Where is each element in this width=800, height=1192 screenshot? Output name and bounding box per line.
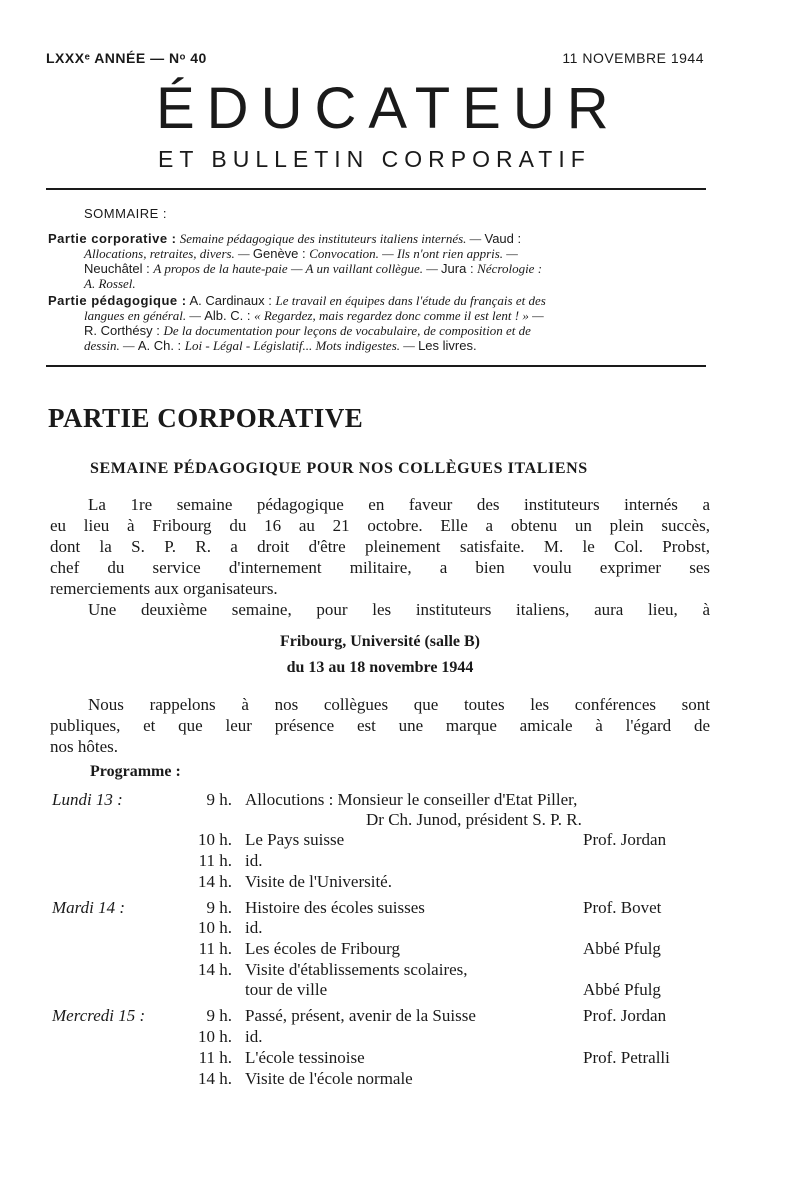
programme-time: 11 h.: [198, 851, 232, 870]
programme-day: Lundi 13 :: [52, 790, 123, 809]
paragraph-line: dont la S. P. R. a droit d'être pleinement satisfaite. M. le Col. Probst,: [50, 537, 710, 556]
sommaire-text: Semaine pédagogique des instituteurs italiens internés. —: [179, 231, 485, 246]
paragraph-3: [50, 694, 710, 757]
programme-activity: tour de ville: [245, 980, 328, 999]
sommaire-text: A propos de la haute-paie — A un vaillant collègue. —: [153, 261, 442, 276]
programme-row: [0, 1069, 800, 1089]
programme-row: [0, 790, 800, 810]
sommaire-text: De la documentation pour leçons de vocabulaire, de composition et de: [163, 323, 531, 338]
programme-row: [0, 918, 800, 938]
programme-day: Mardi 14 :: [52, 898, 126, 917]
programme-activity: Visite de l'Université.: [245, 872, 392, 891]
programme-row: [0, 872, 800, 892]
sommaire-author: A. Ch. :: [137, 338, 185, 353]
sommaire-text: Les livres.: [418, 338, 477, 353]
sommaire-author: A. Cardinaux :: [186, 293, 276, 308]
paragraph-line: chef du service d'internement militaire, a bien voulu exprimer ses: [50, 558, 710, 577]
programme-activity: id.: [245, 918, 263, 937]
programme-speaker: Prof. Jordan: [583, 830, 667, 849]
sommaire-text: A. Rossel.: [84, 276, 136, 291]
issue-date: 11 NOVEMBRE 1944: [562, 50, 704, 66]
paragraph-line: Une deuxième semaine, pour les instituteurs italiens, aura lieu, à: [88, 600, 710, 619]
programme-activity: Passé, présent, avenir de la Suisse: [245, 1006, 476, 1025]
sommaire-region: Jura :: [441, 261, 478, 276]
header-rule: [46, 188, 706, 190]
sommaire-rule: [46, 365, 706, 367]
issue-number: LXXXᵉ ANNÉE — Nᵒ 40: [46, 50, 207, 66]
paragraph-line: publiques, et que leur présence est une marque amicale à l'égard de: [50, 716, 710, 735]
programme-row: [0, 1048, 800, 1068]
programme-row: [0, 851, 800, 871]
programme-row: [0, 939, 800, 959]
programme-row: [0, 898, 800, 918]
section-title: PARTIE CORPORATIVE: [48, 403, 364, 433]
programme-row: [0, 1027, 800, 1047]
journal-subtitle: ET BULLETIN CORPORATIF: [158, 146, 591, 172]
sommaire-text: Allocations, retraites, divers. —: [84, 246, 253, 261]
programme-activity: id.: [245, 1027, 263, 1046]
sommaire-region: Neuchâtel :: [84, 261, 154, 276]
sommaire-region: Vaud :: [484, 231, 522, 246]
sommaire-pedagogique-head: Partie pédagogique :: [48, 293, 187, 308]
programme-row: [0, 980, 800, 1000]
programme-time: 14 h.: [198, 872, 232, 891]
programme-speaker: Abbé Pfulg: [583, 980, 661, 999]
programme-row: [0, 960, 800, 980]
sommaire-corporative: [48, 231, 708, 291]
paragraph-1: [50, 494, 710, 599]
programme-time: 9 h.: [206, 790, 232, 809]
paragraph-line: nos hôtes.: [50, 737, 118, 756]
programme-speaker: Prof. Petralli: [583, 1048, 670, 1067]
programme-time: 9 h.: [206, 1006, 232, 1025]
programme-label: Programme :: [90, 763, 181, 780]
sommaire-text: dessin. —: [84, 338, 138, 353]
programme-activity: Dr Ch. Junod, président S. P. R.: [366, 810, 582, 829]
programme-activity: Visite d'établissements scolaires,: [245, 960, 468, 979]
sommaire-author: Alb. C. :: [204, 308, 255, 323]
programme-time: 11 h.: [198, 1048, 232, 1067]
programme-activity: id.: [245, 851, 263, 870]
programme-time: 14 h.: [198, 960, 232, 979]
paragraph-line: eu lieu à Fribourg du 16 au 21 octobre. Elle a obtenu un plein succès,: [50, 516, 710, 535]
paragraph-line: La 1re semaine pédagogique en faveur des instituteurs internés a: [88, 495, 710, 514]
article-title: SEMAINE PÉDAGOGIQUE POUR NOS COLLÈGUES ITALIENS: [90, 460, 588, 477]
programme-time: 11 h.: [198, 939, 232, 958]
sommaire-author: R. Corthésy :: [84, 323, 164, 338]
programme-activity: Les écoles de Fribourg: [245, 939, 401, 958]
sommaire-text: Nécrologie :: [477, 261, 543, 276]
sommaire-text: langues en général. —: [84, 308, 205, 323]
event-dates: du 13 au 18 novembre 1944: [286, 659, 474, 676]
programme-activity: Visite de l'école normale: [245, 1069, 413, 1088]
programme-time: 10 h.: [198, 1027, 232, 1046]
sommaire-text: Loi - Légal - Législatif... Mots indigestes. —: [184, 338, 419, 353]
programme-row: [0, 1006, 800, 1026]
sommaire-label: SOMMAIRE :: [84, 206, 168, 221]
sommaire-text: Le travail en équipes dans l'étude du français et des: [275, 293, 546, 308]
programme-day: Mercredi 15 :: [52, 1006, 146, 1025]
programme-time: 10 h.: [198, 918, 232, 937]
programme-speaker: Prof. Jordan: [583, 1006, 667, 1025]
paragraph-2: [50, 599, 710, 620]
programme-time: 10 h.: [198, 830, 232, 849]
sommaire-text: Convocation. — Ils n'ont rien appris. —: [309, 246, 518, 261]
paragraph-line: Nous rappelons à nos collègues que toutes les conférences sont: [88, 695, 710, 714]
programme-time: 14 h.: [198, 1069, 232, 1088]
programme-row: [0, 810, 800, 830]
programme-row: [0, 830, 800, 850]
venue: Fribourg, Université (salle B): [280, 633, 480, 650]
sommaire-pedagogique: [48, 293, 708, 353]
sommaire-region: Genève :: [252, 246, 310, 261]
programme-activity: L'école tessinoise: [245, 1048, 365, 1067]
paragraph-line: remerciements aux organisateurs.: [50, 579, 278, 598]
journal-title: ÉDUCATEUR: [156, 76, 621, 141]
programme-time: 9 h.: [206, 898, 232, 917]
programme-activity: Le Pays suisse: [245, 830, 345, 849]
programme-activity: Allocutions : Monsieur le conseiller d'Etat Piller,: [245, 790, 578, 809]
sommaire-text: « Regardez, mais regardez donc comme il est lent ! » —: [254, 308, 544, 323]
programme-speaker: Prof. Bovet: [583, 898, 662, 917]
programme-activity: Histoire des écoles suisses: [245, 898, 425, 917]
sommaire-corporative-head: Partie corporative :: [48, 231, 177, 246]
programme-speaker: Abbé Pfulg: [583, 939, 661, 958]
